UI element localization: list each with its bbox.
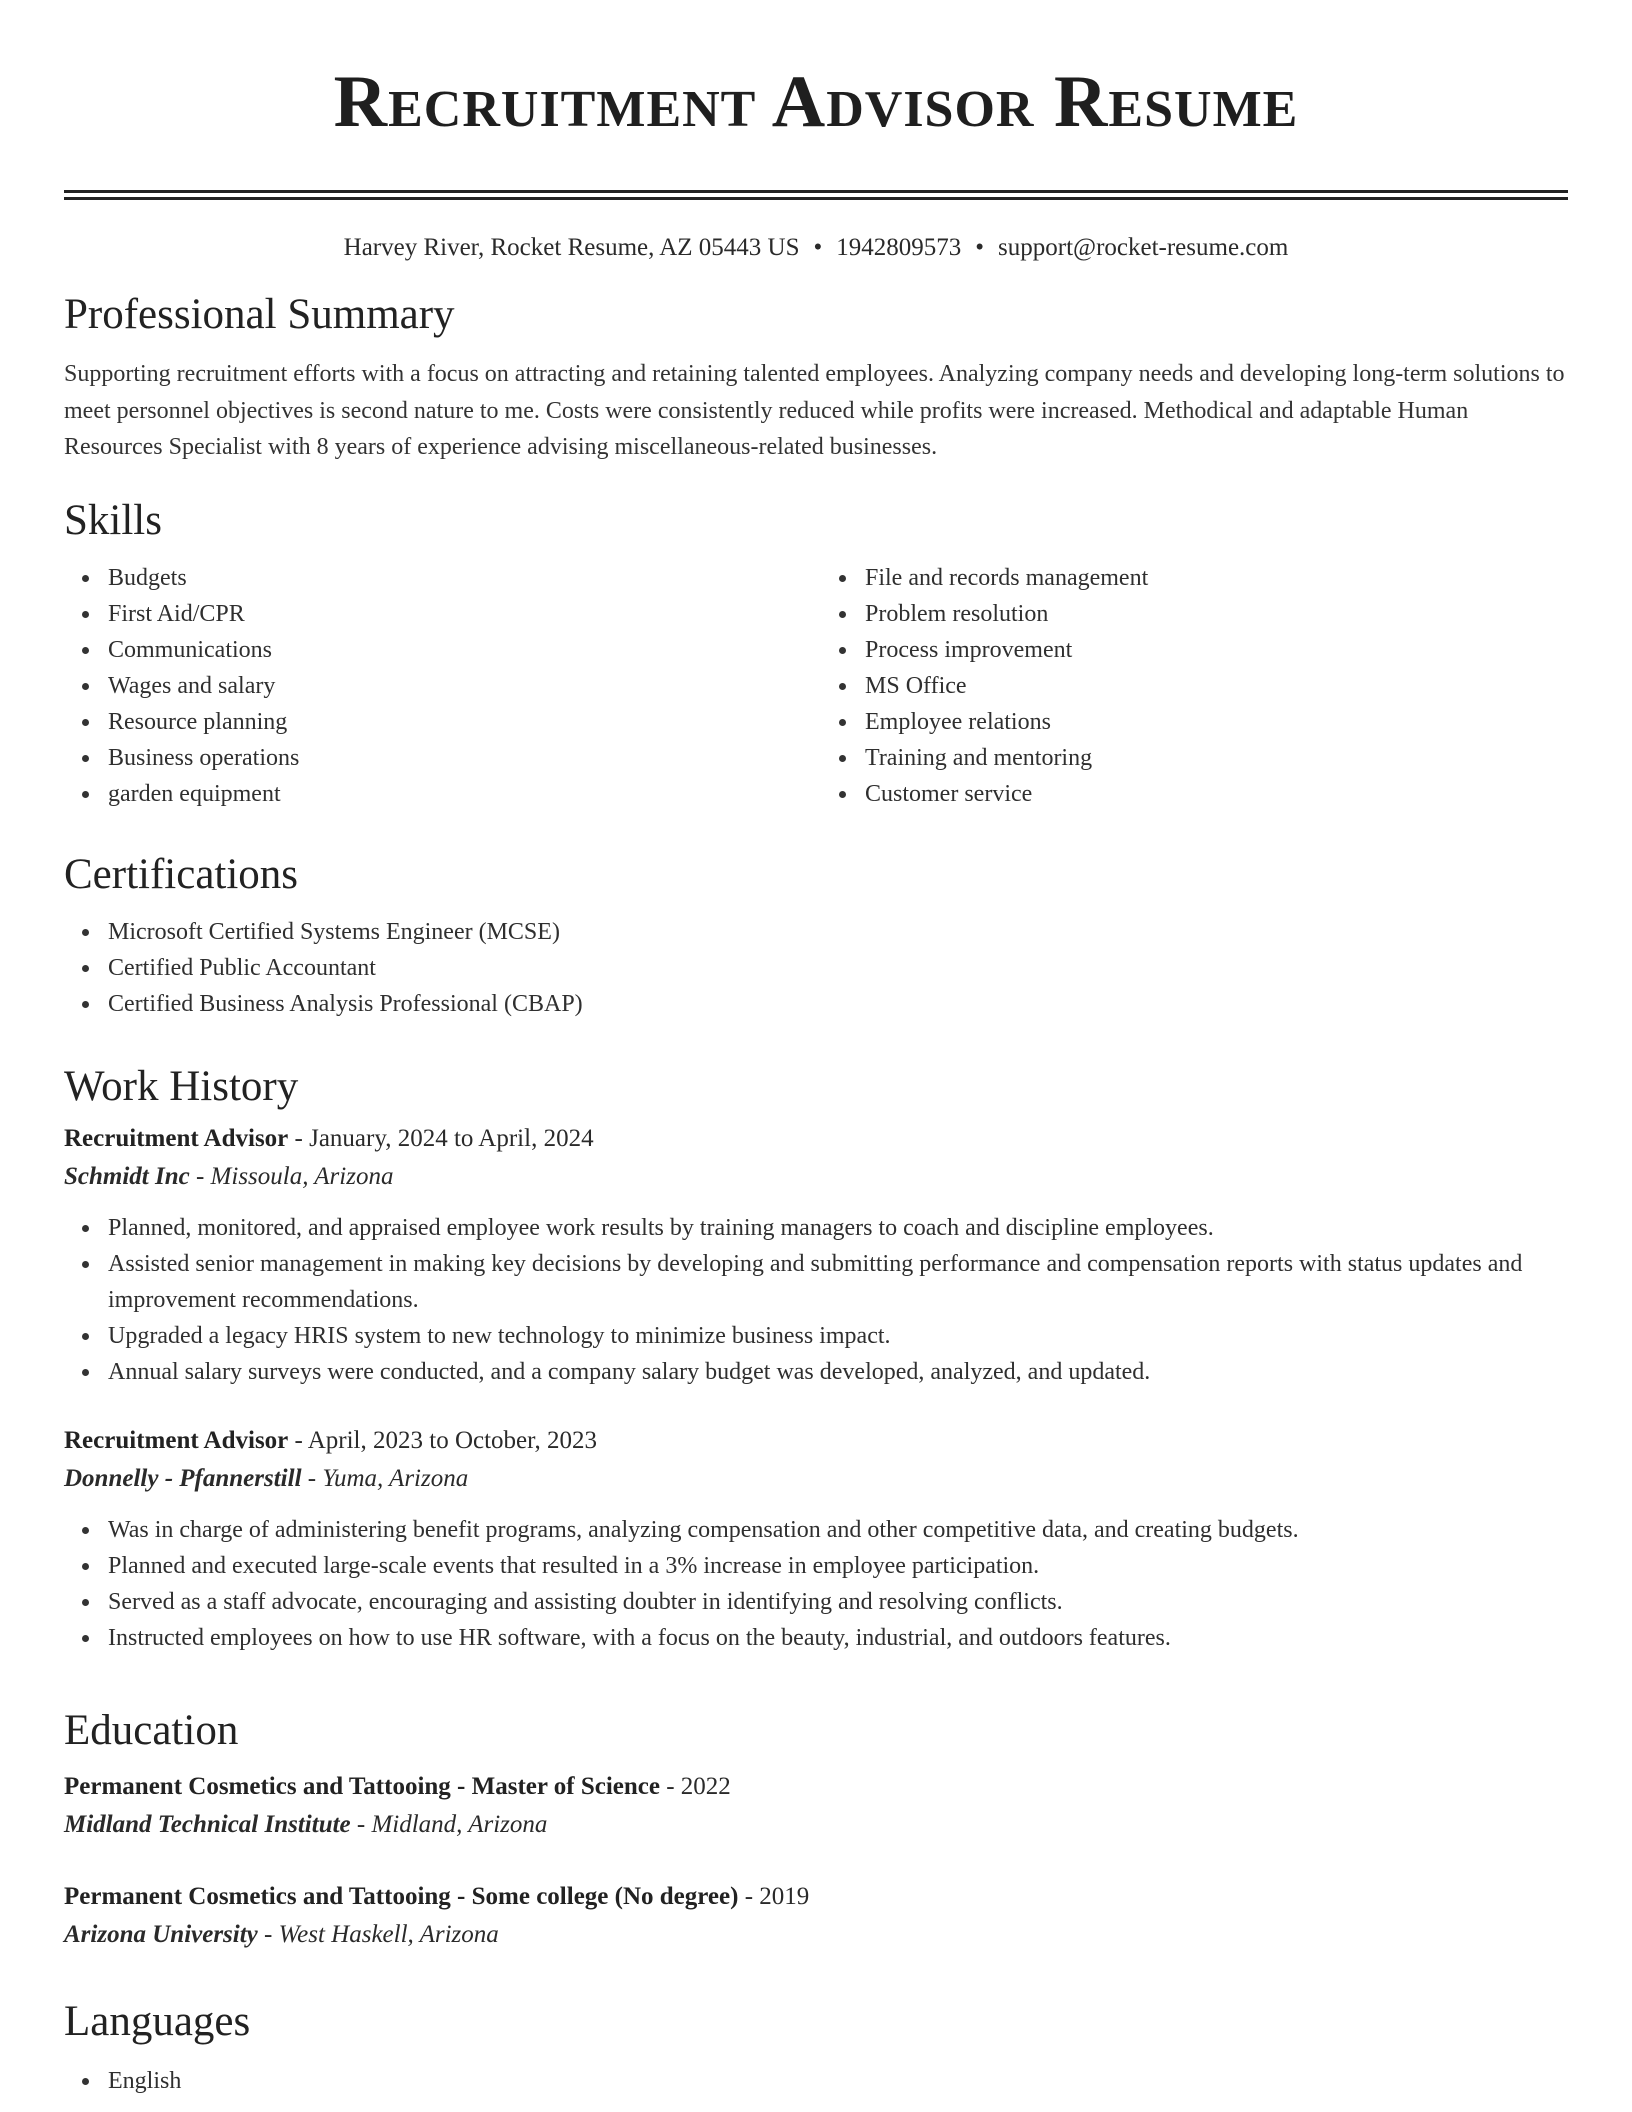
job-dates: - January, 2024 to April, 2024 [288,1125,594,1152]
education-entry [64,1878,1568,1954]
job-title-line [64,1120,1568,1158]
work-history-heading: Work History [64,1063,299,1110]
education-degree-line [64,1768,1568,1806]
skills-columns [64,560,1568,812]
education-year: - 2022 [659,1773,731,1800]
job-bullet: Upgraded a legacy HRIS system to new technology to minimize business impact. [108,1318,1568,1354]
skill-item: MS Office [865,668,1568,704]
contact-separator: • [975,234,985,261]
skill-item: Budgets [108,560,811,596]
title-divider-bottom [64,197,1568,200]
contact-phone: 1942809573 [836,234,962,261]
certifications-heading: Certifications [64,851,299,898]
job-company: Donnelly - Pfannerstill [64,1465,302,1492]
job-entry [64,1120,1568,1390]
work-history-section [64,1060,1568,1656]
job-bullets [64,1210,1568,1390]
job-company-line [64,1460,1568,1498]
certifications-list [64,914,1568,1022]
job-bullet: Planned, monitored, and appraised employee work results by training managers to coach and discipline employees. [108,1210,1568,1246]
education-year: - 2019 [738,1883,810,1910]
skill-item: Business operations [108,740,811,776]
job-title: Recruitment Advisor [64,1125,289,1152]
job-company-line [64,1158,1568,1196]
job-location: - Yuma, Arizona [301,1465,469,1492]
education-school-line [64,1916,1568,1954]
job-entry [64,1422,1568,1656]
skill-item: Employee relations [865,704,1568,740]
job-bullet: Annual salary surveys were conducted, and a company salary budget was developed, analyzed, and updated. [108,1354,1568,1390]
skills-section [64,494,1568,812]
job-location: - Missoula, Arizona [189,1163,394,1190]
skill-item: Process improvement [865,632,1568,668]
languages-list [64,2063,1568,2099]
summary-text: Supporting recruitment efforts with a focus on attracting and retaining talented employees. Analyzing company needs and developing long-term solutions to meet personnel objectives is second nature to me. Costs were consistently reduced while profits were increased. Methodical and adaptable Human Resources Specialist with 8 years of experience advising miscellaneous-related businesses. [64,361,1565,460]
skill-item: Problem resolution [865,596,1568,632]
education-location: - West Haskell, Arizona [257,1921,499,1948]
job-company: Schmidt Inc [64,1163,190,1190]
skills-list-right [811,560,1568,812]
skill-item: Wages and salary [108,668,811,704]
skill-item: File and records management [865,560,1568,596]
skills-heading: Skills [64,497,162,544]
job-bullet: Planned and executed large-scale events that resulted in a 3% increase in employee participation. [108,1548,1568,1584]
contact-line [64,232,1568,264]
languages-section [64,1995,1568,2099]
education-school: Midland Technical Institute [64,1811,351,1838]
certification-item: Microsoft Certified Systems Engineer (MCSE) [108,914,1568,950]
job-bullets [64,1512,1568,1656]
skill-item: Resource planning [108,704,811,740]
summary-section [64,288,1568,466]
education-section [64,1704,1568,1954]
job-bullet: Served as a staff advocate, encouraging and assisting doubter in identifying and resolving conflicts. [108,1584,1568,1620]
education-location: - Midland, Arizona [350,1811,548,1838]
skill-item: Customer service [865,776,1568,812]
education-heading: Education [64,1707,239,1754]
job-bullet: Assisted senior management in making key decisions by developing and submitting performance and compensation reports with status updates and improvement recommendations. [108,1246,1568,1318]
contact-address: Harvey River, Rocket Resume, AZ 05443 US [343,234,800,261]
education-degree: Permanent Cosmetics and Tattooing - Master of Science [64,1773,660,1800]
education-school-line [64,1806,1568,1844]
language-item: English [108,2063,1568,2099]
job-title: Recruitment Advisor [64,1427,289,1454]
education-entry [64,1768,1568,1844]
education-degree: Permanent Cosmetics and Tattooing - Some college (No degree) [64,1883,739,1910]
job-bullet: Instructed employees on how to use HR software, with a focus on the beauty, industrial, and outdoors features. [108,1620,1568,1656]
title-divider-top [64,190,1568,193]
education-degree-line [64,1878,1568,1916]
resume-title: Recruitment Advisor Resume [333,61,1299,143]
languages-heading: Languages [64,1998,251,2045]
certifications-section [64,848,1568,1022]
certification-item: Certified Public Accountant [108,950,1568,986]
contact-separator: • [813,234,823,261]
skill-item: Communications [108,632,811,668]
skill-item: garden equipment [108,776,811,812]
job-dates: - April, 2023 to October, 2023 [288,1427,597,1454]
contact-email: support@rocket-resume.com [998,234,1289,261]
skills-list-left [64,560,811,812]
certification-item: Certified Business Analysis Professional (CBAP) [108,986,1568,1022]
job-title-line [64,1422,1568,1460]
skill-item: First Aid/CPR [108,596,811,632]
education-school: Arizona University [64,1921,258,1948]
job-bullet: Was in charge of administering benefit programs, analyzing compensation and other competitive data, and creating budgets. [108,1512,1568,1548]
summary-heading: Professional Summary [64,291,455,338]
skill-item: Training and mentoring [865,740,1568,776]
